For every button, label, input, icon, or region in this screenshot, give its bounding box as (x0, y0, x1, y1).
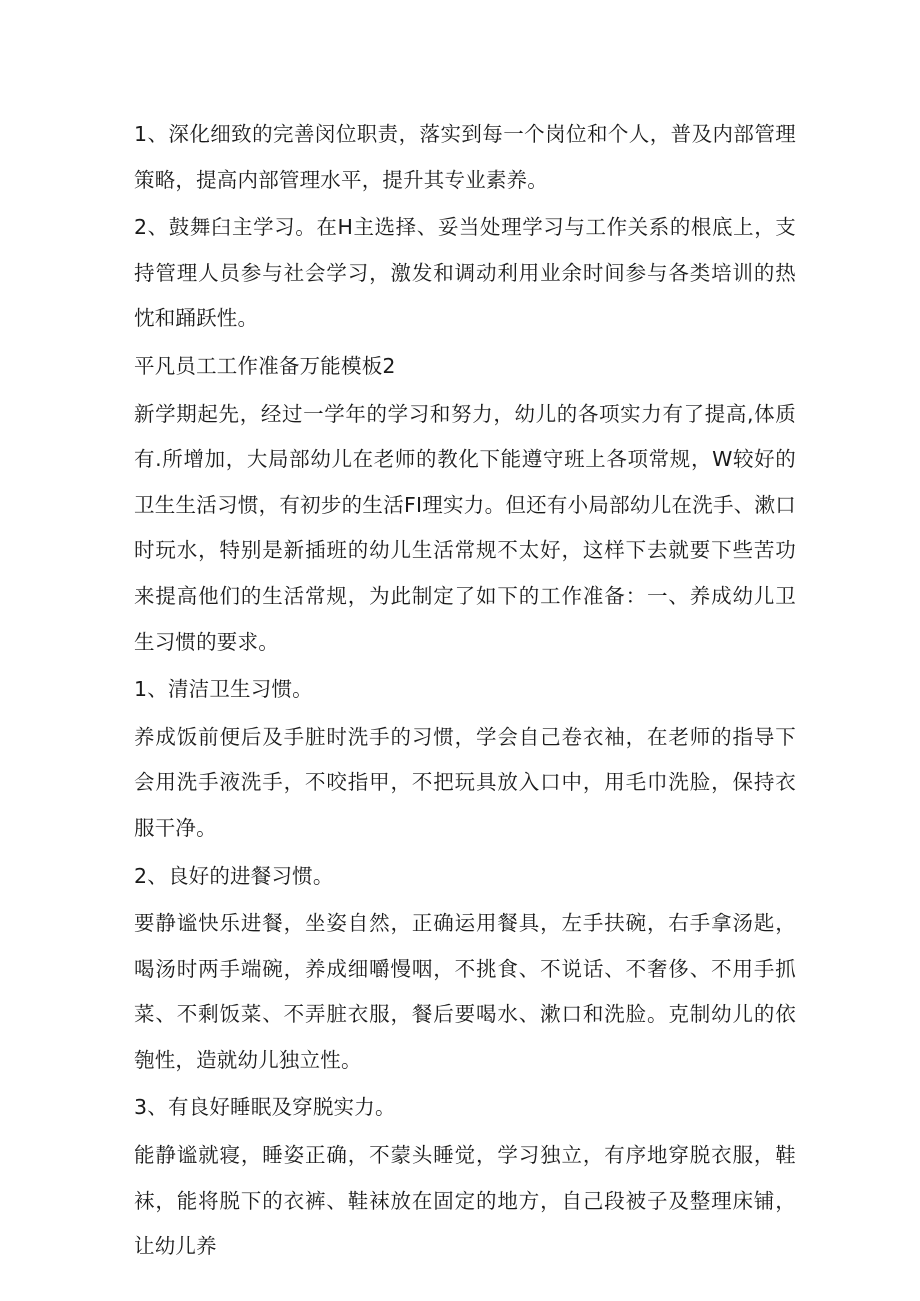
paragraph-self-study: 2、鼓舞臼主学习。在H主选择、妥当处理学习与工作关系的根底上，支持管理人员参与社会学习，激发和调动利用业余时间参与各类培训的热忱和踊跃性。 (134, 215, 796, 331)
item-sleep-heading: 3、有良好睡眠及穿脱实力。 (134, 1095, 396, 1120)
item-hygiene-heading: 1、清洁卫生习惯。 (134, 677, 313, 702)
paragraph-new-semester: 新学期起先，经过一学年的学习和努力，幼儿的各项实力有了提高,体质有.所增加，大局部幼儿在老师的教化下能遵守班上各项常规，W较好的卫生生活习惯，有初步的生活FI理实力。但还有小局部幼儿在洗手、漱口时玩水，特别是新插班的幼儿生活常规不太好，这样下去就要下些苦功来提高他们的生活常规，为此制定了如下的工作准备：一、养成幼儿卫生习惯的要求。 (134, 401, 796, 654)
paragraph-sleep: 能静谧就寝，睡姿正确，不蒙头睡觉，学习独立，有序地穿脱衣服，鞋袜，能将脱下的衣裤、鞋袜放在固定的地方，自己段被子及整理床铺，让幼儿养 (134, 1143, 796, 1259)
paragraph-duty: 1、深化细致的完善闵位职责，落实到每一个岗位和个人，普及内部管理策略，提高内部管理水平，提升其专业素养。 (134, 122, 796, 192)
section-heading: 平凡员工工作准备万能模板2 (134, 353, 396, 378)
paragraph-hygiene: 养成饭前便后及手脏时洗手的习惯，学会自己卷衣袖，在老师的指导下会用洗手液洗手，不咬指甲，不把玩具放入口中，用毛巾洗脸，保持衣服干净。 (134, 724, 796, 840)
paragraph-dining: 要静谧快乐进餐，坐姿自然，正确运用餐具，左手扶碗，右手拿汤匙，喝汤时两手端碗，养成细嚼慢咽，不挑食、不说话、不奢侈、不用手抓菜、不剩饭菜、不弄脏衣服，餐后要喝水、漱口和洗脸。克制幼儿的依匏性，造就幼儿独立性。 (134, 911, 796, 1072)
document-body (134, 112, 796, 1270)
item-dining-heading: 2、良好的进餐习惯。 (134, 863, 334, 888)
